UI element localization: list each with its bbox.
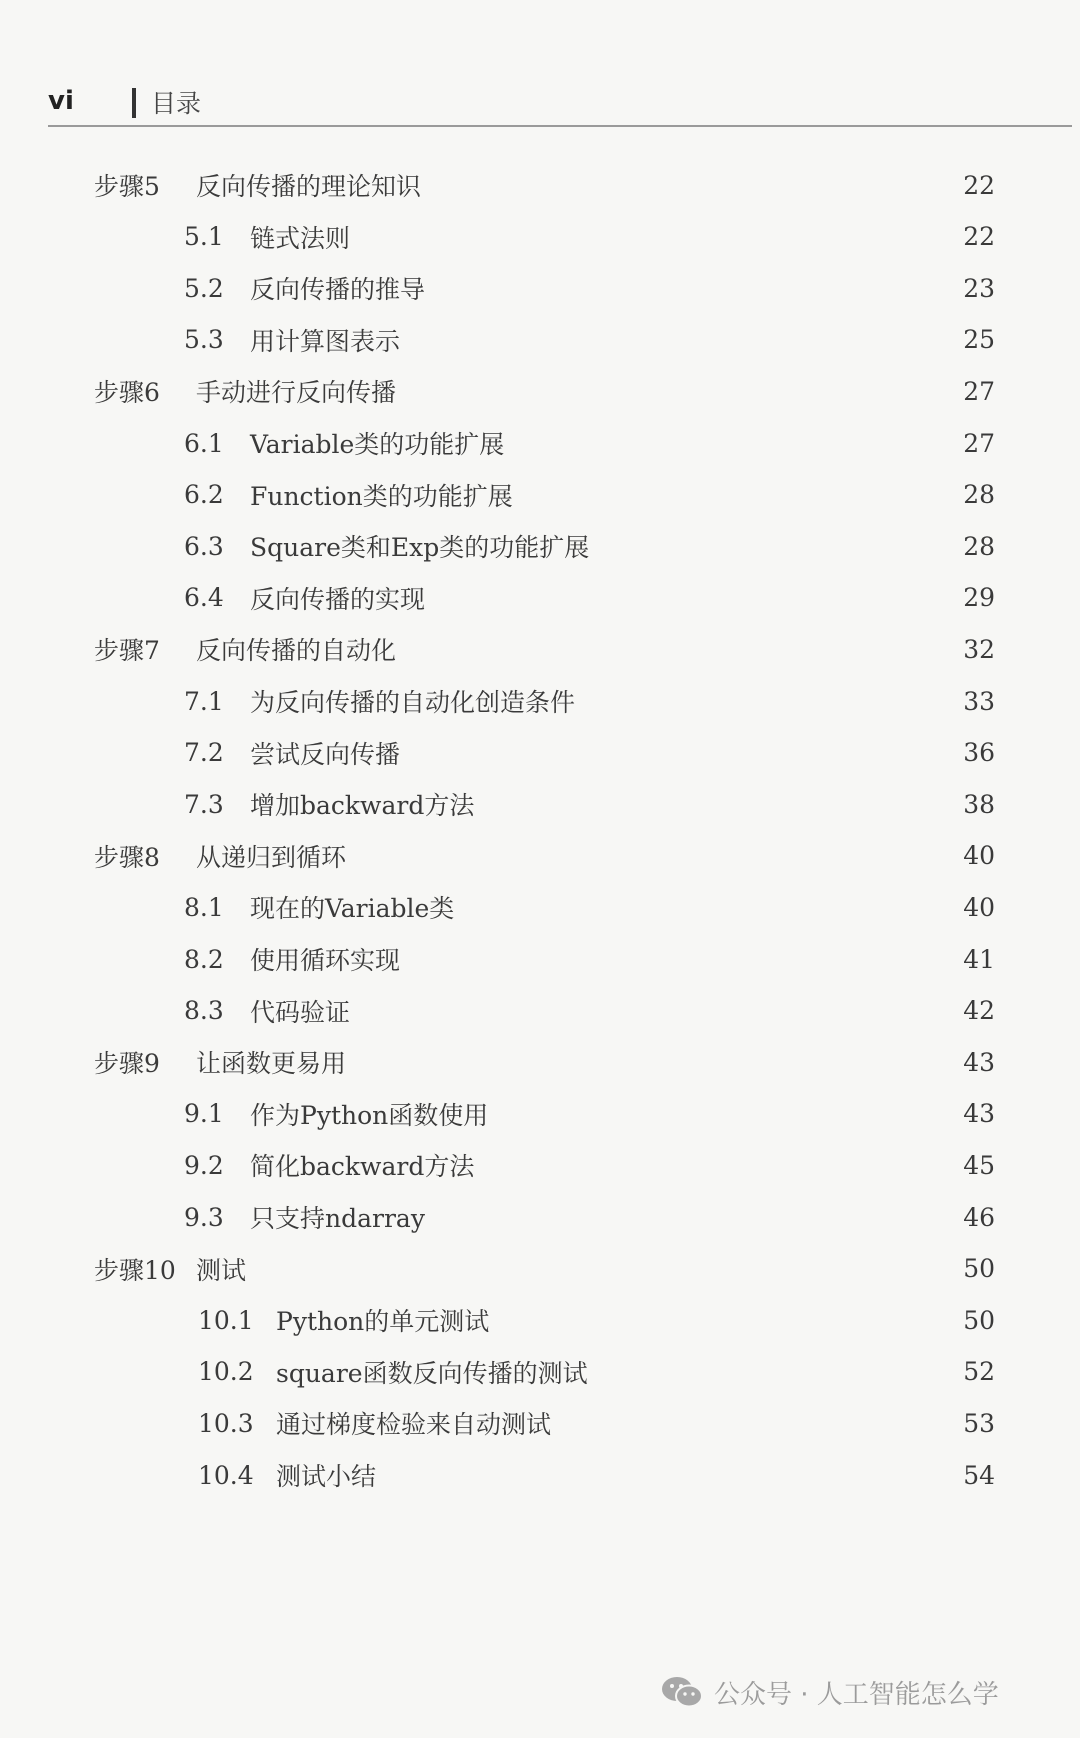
toc-entry-number: 步骤6 [94,378,160,408]
dot-leader [595,526,953,566]
toc-section-entry [198,1455,995,1495]
toc-entry-page: 45 [963,1150,995,1180]
dot-leader [356,217,953,257]
dot-leader [480,784,953,824]
dot-leader [352,1042,953,1082]
toc-entry-title: Variable类的功能扩展 [250,430,505,459]
dot-leader [494,1094,953,1134]
toc-entry-title: 代码验证 [250,997,351,1027]
toc-entry-number: 9.2 [184,1150,224,1180]
toc-entry-page: 40 [963,892,995,922]
watermark-text: 公众号 · 人工智能怎么学 [714,1679,999,1710]
toc-step-entry [94,1042,995,1082]
toc-entry-title: Python的单元测试 [276,1307,490,1337]
toc-entry-page: 40 [963,841,995,871]
toc-entry-title: 只支持ndarray [250,1204,425,1233]
dot-leader [495,1300,953,1340]
toc-section-entry [184,578,995,618]
toc-entry-title: 用计算图表示 [250,326,401,356]
toc-entry-title: 简化backward方法 [250,1152,475,1182]
header-title: 目录 [151,89,202,118]
toc-entry-title: 尝试反向传播 [250,739,401,769]
toc-entry-page: 54 [963,1460,995,1490]
toc-step-entry [94,371,995,411]
page-header [48,86,1072,126]
toc-entry-title: 测试小结 [276,1462,377,1491]
toc-entry-number: 10.1 [198,1305,254,1335]
toc-entry-page: 43 [963,1047,995,1077]
toc-entry-title: 使用循环实现 [250,946,401,975]
toc-section-entry [184,733,995,773]
header-rule [48,125,1072,127]
toc-entry-page: 22 [963,222,995,252]
toc-section-entry [184,991,995,1031]
toc-section-entry [184,1145,995,1185]
toc-entry-title: 为反向传播的自动化创造条件 [250,688,576,717]
toc-entry-number: 步骤8 [94,842,160,872]
dot-leader [406,939,953,979]
dot-leader [402,371,953,411]
toc-entry-number: 6.1 [184,428,224,458]
dot-leader [427,165,953,205]
toc-section-entry [184,784,995,824]
dot-leader [510,423,953,463]
toc-entry-page: 52 [963,1357,995,1387]
dot-leader [352,836,953,876]
toc-entry-number: 步骤9 [94,1049,160,1079]
toc-entry-page: 25 [963,325,995,355]
toc-entry-title: 反向传播的实现 [250,584,426,614]
dot-leader [406,320,953,360]
watermark [660,1670,999,1714]
toc-entry-number: 5.3 [184,325,224,355]
toc-section-entry [184,268,995,308]
toc-section-entry [184,1094,995,1134]
toc-entry-title: 反向传播的推导 [250,275,426,305]
toc-entry-title: 手动进行反向传播 [196,378,397,408]
toc-entry-page: 27 [963,376,995,406]
toc-entry-title: 作为Python函数使用 [250,1100,489,1130]
toc-entry-page: 29 [963,583,995,613]
toc-entry-page: 50 [963,1305,995,1335]
toc-entry-number: 7.3 [184,789,224,819]
dot-leader [406,733,953,773]
toc-step-entry [94,629,995,669]
dot-leader [480,1145,953,1185]
toc-entry-number: 10.2 [198,1357,254,1387]
toc-section-entry [198,1403,995,1443]
toc-entry-title: 让函数更易用 [196,1049,347,1079]
dot-leader [356,991,953,1031]
toc-entry-title: Square类和Exp类的功能扩展 [250,533,590,563]
toc-entry-number: 9.1 [184,1099,224,1129]
toc-entry-title: 现在的Variable类 [250,894,455,924]
toc-step-entry [94,165,995,205]
dot-leader [557,1403,953,1443]
toc-entry-page: 32 [963,634,995,664]
toc-entry-number: 6.4 [184,583,224,613]
toc-entry-title: 反向传播的理论知识 [196,172,422,201]
toc-section-entry [184,681,995,721]
dot-leader [431,268,953,308]
toc-entry-number: 8.1 [184,892,224,922]
toc-entry-page: 42 [963,996,995,1026]
toc-entry-page: 53 [963,1408,995,1438]
toc-entry-number: 步骤5 [94,172,160,201]
toc-entry-title: 通过梯度检验来自动测试 [276,1410,552,1440]
toc-entry-number: 5.1 [184,222,224,252]
toc-entry-title: 反向传播的自动化 [196,636,397,666]
toc-entry-title: 测试 [196,1255,247,1285]
dot-leader [581,681,953,721]
toc-entry-title: Function类的功能扩展 [250,481,513,511]
toc-section-entry [184,526,995,566]
toc-entry-number: 9.3 [184,1202,224,1232]
toc-entry-number: 6.2 [184,480,224,510]
wechat-icon [660,1674,704,1710]
dot-leader [594,1352,953,1392]
toc-section-entry [184,1197,995,1237]
toc-entry-number: 10.4 [198,1460,254,1490]
dot-leader [519,475,953,515]
toc-section-entry [198,1300,995,1340]
toc-entry-page: 50 [963,1254,995,1284]
toc-section-entry [184,423,995,463]
toc-section-entry [184,939,995,979]
toc-step-entry [94,1249,995,1289]
toc-entry-page: 27 [963,428,995,458]
toc-section-entry [198,1352,995,1392]
toc-section-entry [184,887,995,927]
toc-entry-page: 23 [963,273,995,303]
toc-entry-number: 8.2 [184,944,224,974]
toc-entry-number: 10.3 [198,1408,254,1438]
toc-entry-number: 6.3 [184,531,224,561]
toc-entry-title: 增加backward方法 [250,791,475,821]
toc-entry-number: 8.3 [184,996,224,1026]
header-divider-bar [132,88,136,118]
toc-entry-number: 5.2 [184,273,224,303]
toc-entry-page: 43 [963,1099,995,1129]
toc-entry-title: 从递归到循环 [196,842,347,872]
toc-entry-number: 步骤7 [94,636,160,666]
dot-leader [431,578,953,618]
toc-entry-page: 28 [963,480,995,510]
toc-entry-number: 步骤10 [94,1255,176,1285]
toc-entry-page: 38 [963,789,995,819]
toc-section-entry [184,320,995,360]
dot-leader [431,1197,953,1237]
toc-entry-number: 7.1 [184,686,224,716]
dot-leader [252,1249,953,1289]
dot-leader [382,1455,953,1495]
toc-entry-number: 7.2 [184,738,224,768]
toc-entry-page: 33 [963,686,995,716]
toc-entry-page: 28 [963,531,995,561]
toc-entry-title: square函数反向传播的测试 [276,1358,588,1388]
toc-section-entry [184,217,995,257]
toc-entry-title: 链式法则 [250,223,351,253]
dot-leader [460,887,953,927]
toc-entry-page: 46 [963,1202,995,1232]
toc-step-entry [94,836,995,876]
toc-entry-page: 22 [963,170,995,200]
dot-leader [402,629,953,669]
toc-entry-page: 36 [963,738,995,768]
page-number: vi [48,86,74,116]
toc-entry-page: 41 [963,944,995,974]
toc-section-entry [184,475,995,515]
